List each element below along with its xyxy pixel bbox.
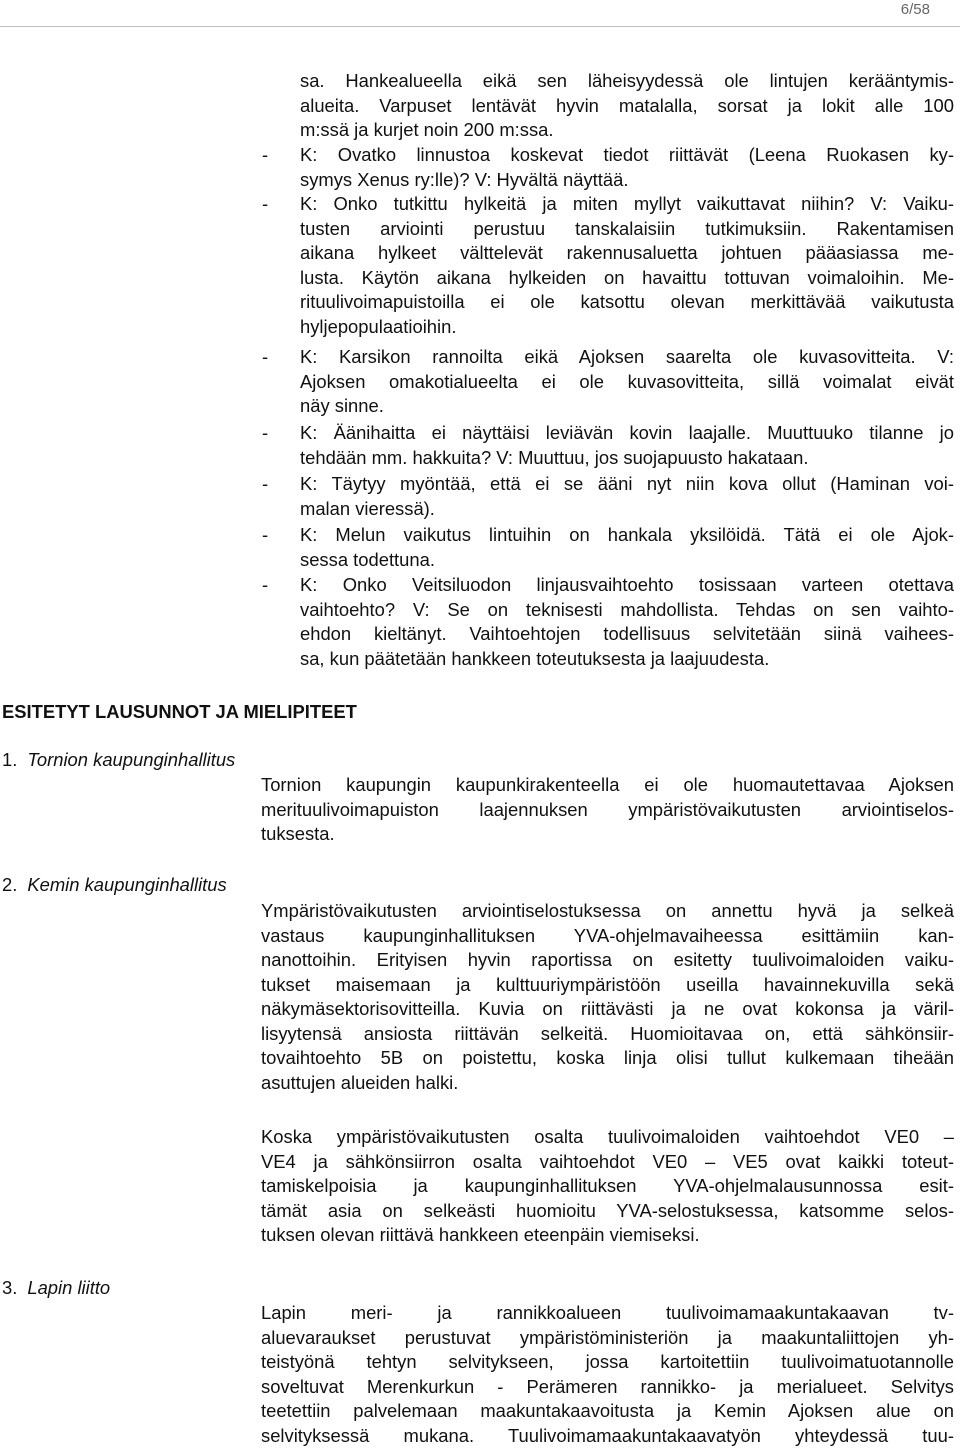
text-line: Ympäristövaikutusten arviointiselostuksessa on annettu hyvä ja selkeä [261,900,954,921]
text-line: näkymäsektorisovitteilla. Kuvia on riittävästi ja ne ovat kokonsa ja väril- [261,998,954,1019]
text-line: teetettiin palvelemaan maakuntakaavoitusta ja Kemin Ajoksen alue on [261,1400,954,1421]
text-line: Tornion kaupungin kaupunkirakenteella ei ole huomautettavaa Ajoksen [261,774,954,795]
text-line: vaihtoehto? V: Se on teknisesti mahdollista. Tehdas on sen vaihto- [300,598,954,620]
statement-author: Tornion kaupunginhallitus [27,749,236,770]
minutes-bullet [262,421,954,470]
text-line: VE4 ja sähkönsiirron osalta vaihtoehdot VE0 – VE5 ovat kaikki toteut- [261,1150,954,1172]
statement-number: 3. [2,1277,18,1298]
bullet-dash: - [262,144,269,165]
text-line: lusta. Käytön aikana hylkeiden on havaittu tottuvan voimaloihin. Me- [300,266,954,288]
text-line: lisyytensä ansiosta riittävän selkeitä. Huomioitavaa on, että sähkönsiir- [261,1022,954,1044]
text-line: K: Onko tutkittu hylkeitä ja miten myllyt vaikuttavat niihin? V: Vaiku- [300,193,954,214]
bullet-dash: - [262,422,269,443]
text-line: hyljepopulaatioihin. [300,315,457,337]
text-line: tuksen olevan riittävä hankkeen eteenpäin viemiseksi. [261,1224,700,1245]
statement-author: Kemin kaupunginhallitus [27,874,227,895]
text-line: sa, kun päätetään hankkeen toteutuksesta ja laajuudesta. [300,647,770,669]
text-line: malan vieressä). [300,497,435,519]
statement-title [2,748,235,772]
text-line: alueita. Varpuset lentävät hyvin matalalla, sorsat ja lokit alle 100 [300,94,954,116]
text-line: Lapin meri- ja rannikkoalueen tuulivoimamaakuntakaavan tv- [261,1302,954,1323]
text-line: K: Onko Veitsiluodon linjausvaihtoehto tosissaan varteen otettava [300,574,954,595]
statement-paragraph [261,773,954,847]
statement-paragraph [261,1125,954,1248]
minutes-bullet [262,573,954,671]
text-line: ehdon kieltänyt. Vaihtoehtojen todellisuus selvitetään siinä vaihees- [300,623,954,644]
text-line: K: Äänihaitta ei näyttäisi leviävän kovin laajalle. Muuttuuko tilanne jo [300,422,954,443]
text-line: aluevaraukset perustuvat ympäristöministeriön ja maakuntaliittojen yh- [261,1326,954,1348]
text-line: tukset maisemaan ja kulttuuriympäristöön useilla havainnekuvilla sekä [261,973,954,995]
statement-author: Lapin liitto [27,1277,111,1298]
text-line: m:ssä ja kurjet noin 200 m:ssa. [300,119,554,140]
text-line: tehdään mm. hakkuita? V: Muuttuu, jos suojapuusto hakataan. [300,446,809,468]
text-line: tämät asia on selkeästi huomioitu YVA-selostuksessa, katsomme selos- [261,1199,954,1221]
bullet-dash: - [262,346,269,367]
text-line: merituulivoimapuiston laajennuksen ympäristövaikutusten arviointiselos- [261,798,954,820]
text-line: sa. Hankealueella eikä sen läheisyydessä ole lintujen kerääntymis- [300,70,954,91]
text-line: tamiskelpoisia ja kaupunginhallituksen YVA-ohjelmalausunnossa esit- [261,1175,954,1196]
text-line: asuttujen alueiden halki. [261,1071,459,1093]
text-line: K: Ovatko linnustoa koskevat tiedot riittävät (Leena Ruokasen ky- [300,144,954,165]
bullet-dash: - [262,524,269,545]
statement-number: 1. [2,749,18,770]
minutes-bullet [262,192,954,339]
statement-paragraph [261,899,954,1095]
minutes-bullet [262,523,954,572]
minutes-bullet [262,143,954,192]
bullet-dash: - [262,193,269,214]
statement-title [2,1276,110,1300]
text-line: näy sinne. [300,395,384,416]
text-line: aikana hylkeet välttelevät rakennusaluetta johtuen pääasiassa me- [300,242,954,263]
statement-number: 2. [2,874,18,895]
text-line: selvityksessä mukana. Tuulivoimamaakuntakaavatyön yhteydessä tuu- [261,1424,954,1446]
text-line: soveltuvat Merenkurkun - Perämeren rannikko- ja merialueet. Selvitys [261,1375,954,1397]
text-line: K: Karsikon rannoilta eikä Ajoksen saarelta ole kuvasovitteita. V: [300,346,954,367]
statement-paragraph [261,1301,954,1448]
bullet-dash: - [262,574,269,595]
minutes-bullet [262,472,954,521]
text-line: vastaus kaupunginhallituksen YVA-ohjelmavaiheessa esittämiin kan- [261,924,954,946]
text-line: Koska ympäristövaikutusten osalta tuulivoimaloiden vaihtoehdot VE0 – [261,1126,954,1147]
text-line: tuksesta. [261,823,335,844]
text-line: nanottoihin. Erityisen hyvin raportissa on esitetty tuulivoimaloiden vaiku- [261,949,954,970]
text-line: sessa todettuna. [300,548,435,570]
text-line: Ajoksen omakotialueelta ei ole kuvasovitteita, sillä voimalat eivät [300,370,954,392]
statement-title [2,873,227,897]
text-line: symys Xenus ry:lle)? V: Hyvältä näyttää. [300,168,629,190]
text-line: K: Täytyy myöntää, että ei se ääni nyt niin kova ollut (Haminan voi- [300,473,954,494]
header-rule [0,26,960,27]
text-line: teistyönä tehtyn selvitykseen, jossa kartoitettiin tuulivoimatuotannolle [261,1351,954,1372]
minutes-continuation [300,69,954,143]
page-number: 6/58 [900,1,930,18]
minutes-bullet [262,345,954,419]
text-line: rituulivoimapuistoilla ei ole katsottu olevan merkittävää vaikutusta [300,291,954,312]
text-line: K: Melun vaikutus lintuihin on hankala yksilöidä. Tätä ei ole Ajok- [300,524,954,545]
section-heading: ESITETYT LAUSUNNOT JA MIELIPITEET [2,701,357,722]
text-line: tusten arviointi perustuu tanskalaisiin tutkimuksiin. Rakentamisen [300,217,954,239]
text-line: tovaihtoehto 5B on poistettu, koska linja olisi tullut kulkemaan tiheään [261,1047,954,1068]
bullet-dash: - [262,473,269,494]
